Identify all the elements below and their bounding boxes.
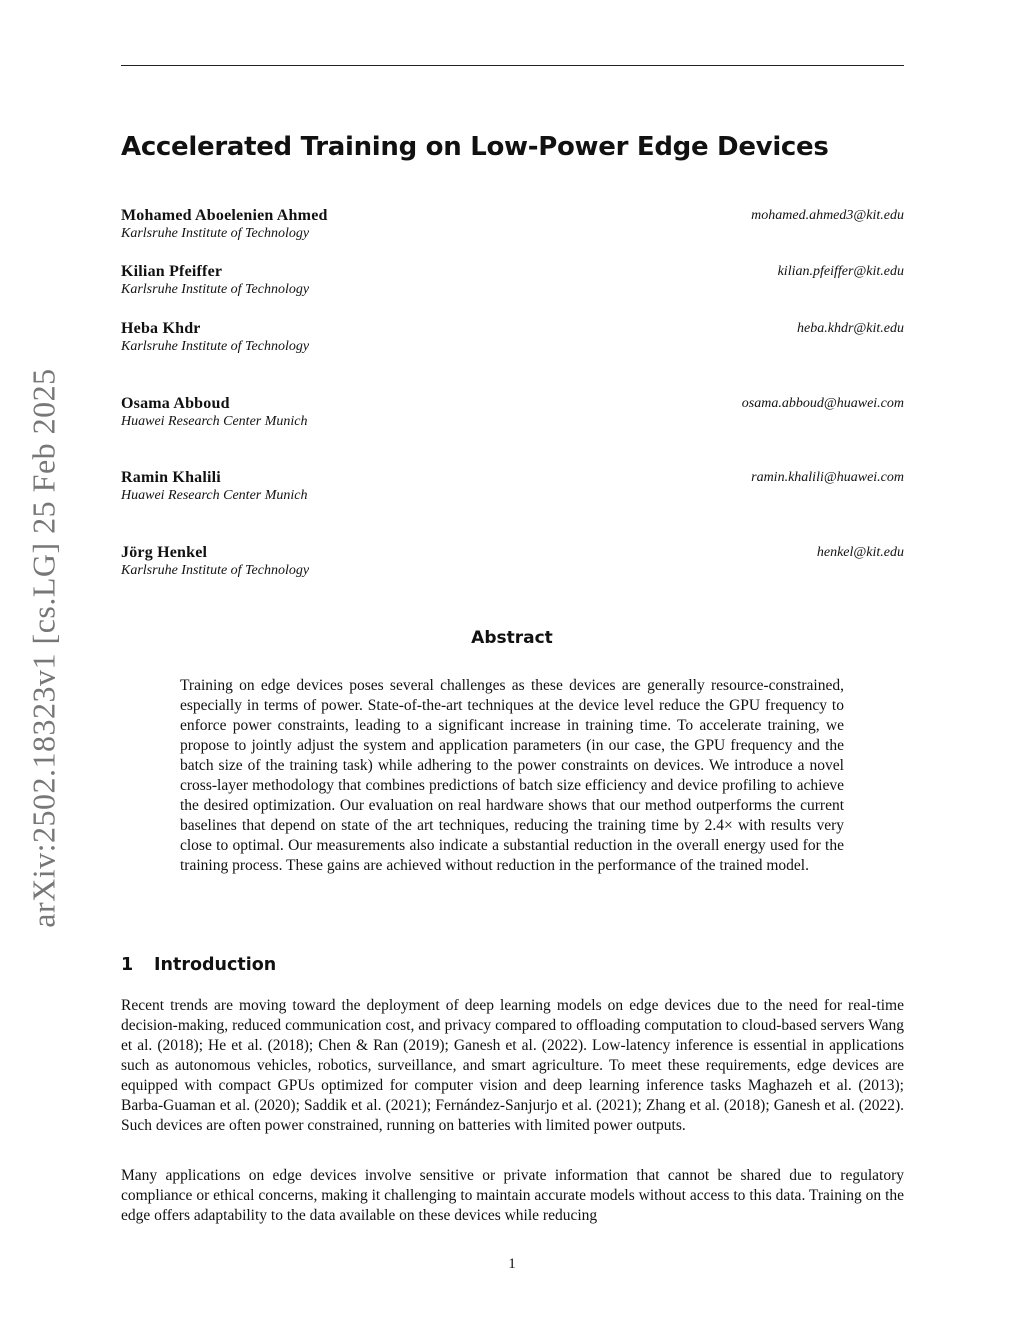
author-email: mohamed.ahmed3@kit.edu [751,208,904,223]
author-block [121,395,904,435]
author-block [121,469,904,509]
author-affiliation: Huawei Research Center Munich [121,488,308,503]
author-name: Osama Abboud [121,395,230,412]
author-affiliation: Karlsruhe Institute of Technology [121,339,310,354]
author-email: ramin.khalili@huawei.com [751,470,904,485]
author-affiliation: Karlsruhe Institute of Technology [121,226,310,241]
section-heading [121,953,904,977]
author-block [121,207,904,247]
author-block [121,263,904,303]
author-name: Kilian Pfeiffer [121,263,223,280]
abstract-text: Training on edge devices poses several challenges as these devices are generally resource-constrained, especially in terms of power. State-of-the-art techniques at the device level reduce the GPU frequency to enforce power constraints, leading to a significant increase in training time. To accelerate training, we propose to jointly adjust the system and application parameters (in our case, the GPU frequency and the batch size of the training task) while adhering to the power constraints on devices. We introduce a novel cross-layer methodology that combines predictions of batch size efficiency and device profiling to achieve the desired optimization. Our evaluation on real hardware shows that our method outperforms the current baselines that depend on state of the art techniques, reducing the training time by 2.4× with results very close to optimal. Our measurements also indicate a substantial reduction in the overall energy used for the training process. These gains are achieved without reduction in the performance of the trained model. [180,677,844,874]
paragraph: Many applications on edge devices involve sensitive or private information that cannot be shared due to regulatory compliance or ethical concerns, making it challenging to maintain accurate models without access to this data. Training on the edge offers adaptability to the data available on these devices while reducing [121,1167,904,1224]
author-affiliation: Huawei Research Center Munich [121,414,308,429]
paragraph: Recent trends are moving toward the deployment of deep learning models on edge devices due to the need for real-time decision-making, reduced communication cost, and privacy compared to offloading computation to cloud-based servers Wang et al. (2018); He et al. (2018); Chen & Ran (2019); Ganesh et al. (2022). Low-latency inference is essential in applications such as autonomous vehicles, robotics, surveillance, and smart agriculture. To meet these requirements, edge devices are equipped with compact GPUs optimized for computer vision and deep learning inference tasks Maghazeh et al. (2013); Barba-Guaman et al. (2020); Saddik et al. (2021); Fernández-Sanjurjo et al. (2021); Zhang et al. (2018); Ganesh et al. (2022). Such devices are often power constrained, running on batteries with limited power outputs. [121,997,904,1134]
author-email: osama.abboud@huawei.com [741,396,904,411]
author-email: heba.khdr@kit.edu [797,321,904,336]
author-block [121,544,904,584]
arxiv-identifier: arXiv:2502.18323v1 [cs.LG] 25 Feb 2025 [25,368,62,928]
author-name: Ramin Khalili [121,469,221,486]
author-email: kilian.pfeiffer@kit.edu [777,264,904,279]
paper-title: Accelerated Training on Low-Power Edge Devices [121,132,829,162]
author-email: henkel@kit.edu [816,545,904,560]
author-affiliation: Karlsruhe Institute of Technology [121,563,310,578]
author-name: Jörg Henkel [121,544,208,561]
author-name: Heba Khdr [121,320,201,337]
section-title: Introduction [154,955,277,975]
abstract-heading: Abstract [471,628,553,648]
author-affiliation: Karlsruhe Institute of Technology [121,282,310,297]
page-number: 1 [508,1256,516,1272]
section-number: 1 [121,955,134,975]
author-block [121,320,904,360]
author-name: Mohamed Aboelenien Ahmed [121,207,328,224]
header-rule [121,65,904,66]
